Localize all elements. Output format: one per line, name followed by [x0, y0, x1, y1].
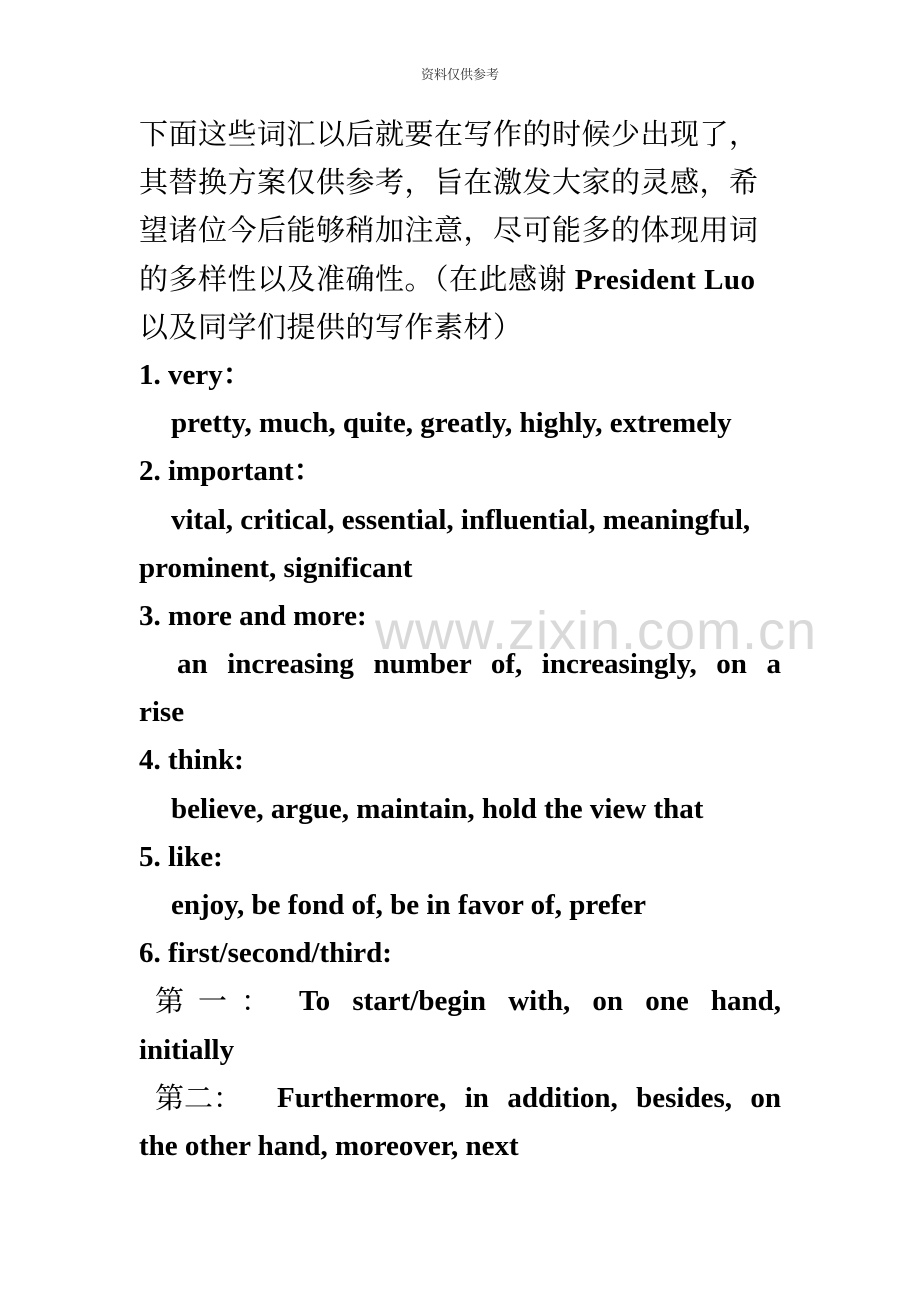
intro-line: 望诸位今后能够稍加注意，尽可能多的体现用词: [139, 213, 759, 248]
intro-line: 下面这些词汇以后就要在写作的时候少出现了，: [139, 117, 759, 151]
item-6-second: [139, 1074, 781, 1122]
second-synonyms: Furthermore, in addition, besides, on: [277, 1081, 781, 1114]
intro-paragraph: [139, 110, 781, 351]
item-4-synonyms: believe, argue, maintain, hold the view that: [171, 792, 704, 825]
item-5-heading: 5. like:: [139, 840, 223, 873]
item-5-synonyms: enjoy, be fond of, be in favor of, prefer: [171, 889, 646, 921]
page-header: 资料仅供参考: [420, 68, 499, 83]
first-synonyms: To start/begin with, on one hand,: [299, 985, 781, 1018]
first-label: 第一：: [155, 984, 285, 1019]
intro-line: 其替换方案仅供参考，旨在激发大家的灵感，希: [139, 165, 759, 200]
intro-text: 的多样性以及准确性。（在此感谢: [139, 261, 568, 296]
item-3-heading: 3. more and more:: [139, 599, 367, 632]
item-3-synonyms-cont: rise: [139, 696, 185, 729]
item-6-first-cont: initially: [139, 1033, 235, 1066]
item-1-heading: 1. very：: [139, 358, 252, 391]
second-label: 第二：: [155, 1080, 243, 1115]
watermark: www.zixin.com.cn: [375, 601, 818, 661]
item-6-second-cont: the other hand, moreover, next: [139, 1129, 519, 1162]
item-2-synonyms-cont: prominent, significant: [139, 551, 413, 584]
intro-line: 以及同学们提供的写作素材）: [139, 309, 523, 344]
item-4-heading: 4. think:: [139, 744, 244, 777]
intro-name: President Luo: [567, 263, 756, 296]
item-2-heading: 2. important：: [139, 455, 323, 488]
item-2-synonyms: vital, critical, essential, influential, meaningful,: [171, 503, 751, 536]
item-6-heading: 6. first/second/third:: [139, 937, 392, 970]
document-body: [139, 110, 781, 1170]
item-6-first: [139, 977, 781, 1025]
item-1-synonyms: pretty, much, quite, greatly, highly, extremely: [171, 407, 732, 440]
intro-line: [139, 255, 781, 303]
item-3-synonyms: an increasing number of, increasingly, on a: [177, 648, 781, 681]
